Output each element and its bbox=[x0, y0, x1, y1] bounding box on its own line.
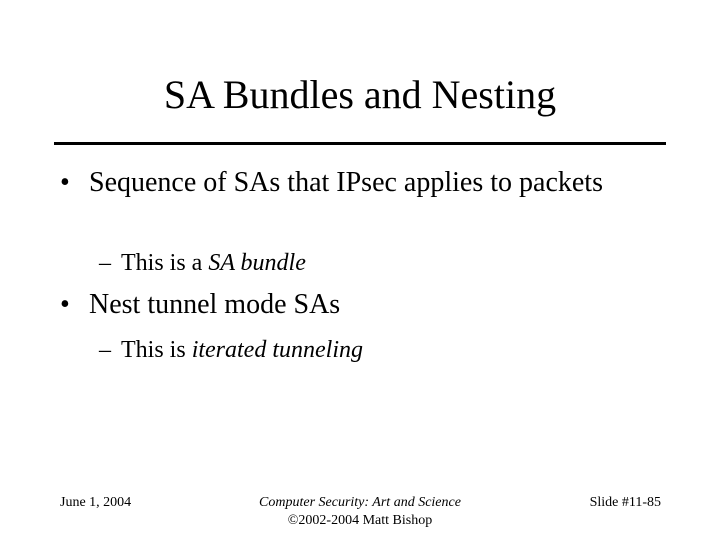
footer-date: June 1, 2004 bbox=[60, 495, 132, 510]
bullet-mark: • bbox=[60, 289, 70, 320]
footer-book-title: Computer Security: Art and Science bbox=[259, 495, 461, 510]
bullet-item bbox=[60, 166, 620, 200]
slide-title: SA Bundles and Nesting bbox=[163, 72, 557, 117]
footer-copyright: ©2002-2004 Matt Bishop bbox=[287, 513, 433, 528]
sub-bullet-emphasis: SA bundle bbox=[208, 250, 306, 276]
footer-credit bbox=[210, 494, 510, 530]
sub-bullet-mark: – bbox=[99, 250, 111, 276]
sub-bullet-item bbox=[99, 335, 619, 365]
bullet-text: Nest tunnel mode SAs bbox=[89, 289, 341, 320]
sub-bullet-emphasis: iterated tunneling bbox=[191, 337, 363, 363]
sub-bullet-item bbox=[99, 248, 619, 278]
footer-slide-number: Slide #11-85 bbox=[589, 495, 661, 510]
bullet-text: Sequence of SAs that IPsec applies to packets bbox=[89, 167, 603, 198]
title-divider bbox=[54, 142, 666, 145]
sub-bullet-text: This is bbox=[121, 337, 192, 363]
bullet-mark: • bbox=[60, 167, 70, 198]
bullet-item bbox=[60, 288, 620, 322]
sub-bullet-text: This is a bbox=[121, 250, 209, 276]
sub-bullet-mark: – bbox=[99, 337, 111, 363]
